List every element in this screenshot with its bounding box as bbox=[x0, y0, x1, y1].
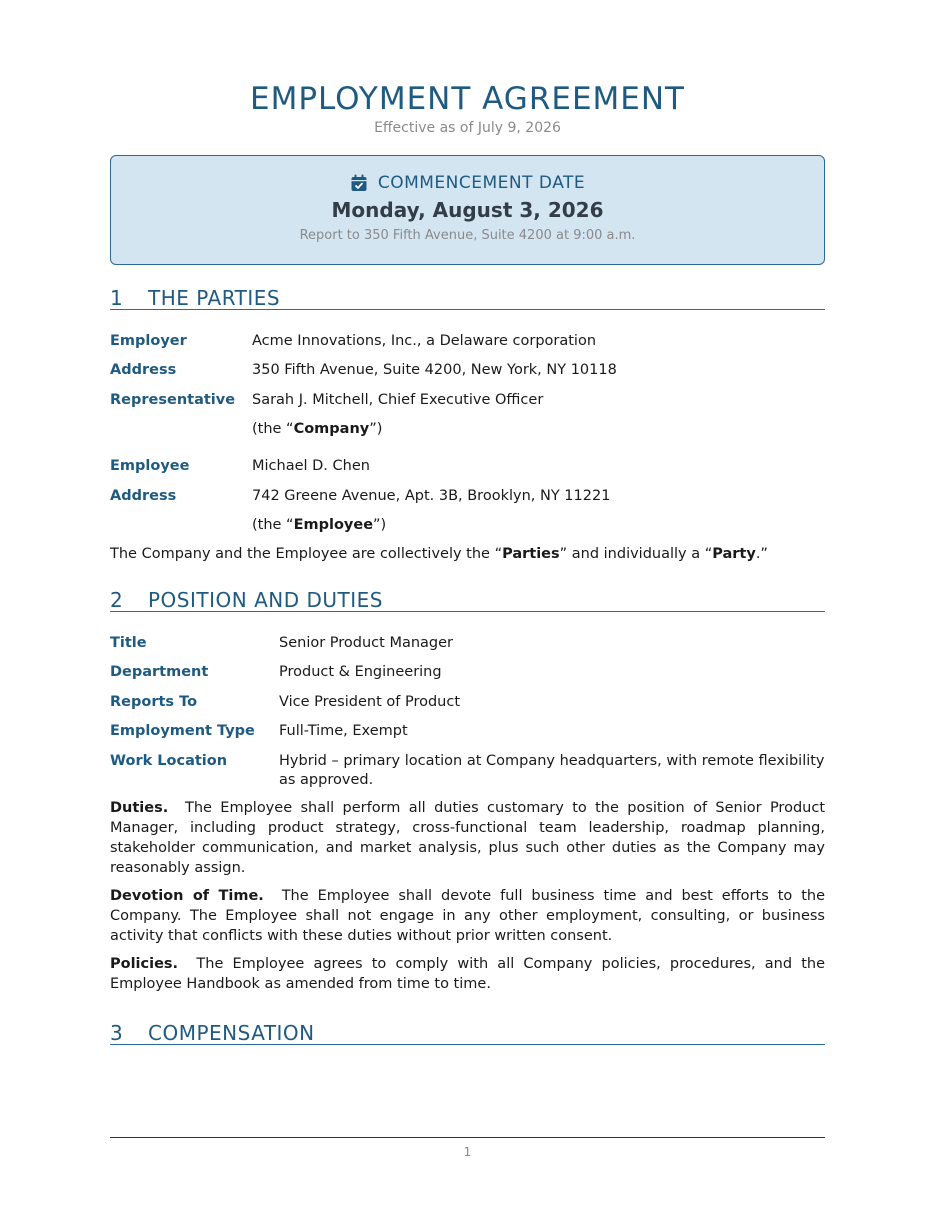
field-label: Work Location bbox=[110, 753, 228, 769]
field-value: Sarah J. Mitchell, Chief Executive Officer bbox=[252, 392, 544, 408]
paragraph-heading: Duties. bbox=[110, 800, 169, 816]
field-row bbox=[110, 361, 825, 380]
position-block bbox=[110, 634, 825, 790]
field-label: Address bbox=[110, 362, 177, 378]
policies-paragraph: Policies. The Employee agrees to comply with all Company policies, procedures, and the Employee Handbook as amended from time to time. bbox=[110, 956, 826, 992]
field-row bbox=[110, 722, 825, 741]
definition-text: ”) bbox=[373, 517, 387, 533]
defined-term: Employee bbox=[293, 517, 374, 533]
parties-block bbox=[110, 332, 825, 535]
section-number: 3 bbox=[110, 1021, 124, 1045]
field-value: Acme Innovations, Inc., a Delaware corporation bbox=[252, 333, 597, 349]
section-title: POSITION AND DUTIES bbox=[148, 588, 383, 612]
field-value: Product & Engineering bbox=[279, 664, 442, 680]
commencement-note: Report to 350 Fifth Avenue, Suite 4200 at 9:00 a.m. bbox=[299, 228, 636, 243]
field-row bbox=[110, 332, 825, 351]
footer-rule bbox=[110, 1137, 825, 1138]
field-row bbox=[110, 391, 825, 410]
section-heading-position bbox=[110, 589, 825, 612]
definition-text: ”) bbox=[369, 421, 383, 437]
devotion-paragraph: Devotion of Time. The Employee shall devote full business time and best efforts to the Company. The Employee shall not engage in any other employment, consulting, or business activity that conflicts with these duties without prior written consent. bbox=[110, 888, 825, 944]
field-label: Employer bbox=[110, 333, 187, 349]
commencement-date: Monday, August 3, 2026 bbox=[331, 198, 604, 222]
field-label: Address bbox=[110, 488, 177, 504]
field-value: Hybrid – primary location at Company headquarters, with remote flexibility as approved. bbox=[279, 753, 825, 788]
field-label: Title bbox=[110, 635, 147, 651]
field-label: Employee bbox=[110, 458, 190, 474]
section-heading-compensation bbox=[110, 1022, 825, 1045]
field-value: 350 Fifth Avenue, Suite 4200, New York, NY 10118 bbox=[252, 362, 617, 378]
parties-collective-paragraph: The Company and the Employee are collectively the “Parties” and individually a “Party.” bbox=[110, 546, 768, 562]
field-row bbox=[110, 752, 825, 790]
field-value: 742 Greene Avenue, Apt. 3B, Brooklyn, NY 11221 bbox=[252, 488, 611, 504]
field-label: Department bbox=[110, 664, 209, 680]
employee-definition bbox=[110, 516, 825, 535]
company-definition bbox=[110, 420, 825, 439]
section-heading-parties bbox=[110, 287, 825, 310]
page-number: 1 bbox=[463, 1145, 472, 1159]
section-number: 2 bbox=[110, 588, 124, 612]
section-title: COMPENSATION bbox=[148, 1021, 315, 1045]
commencement-callout bbox=[110, 155, 825, 265]
defined-term: Party bbox=[712, 546, 756, 562]
field-label: Reports To bbox=[110, 694, 198, 710]
field-label: Representative bbox=[110, 392, 236, 408]
defined-term: Parties bbox=[502, 546, 560, 562]
field-row bbox=[110, 634, 825, 653]
field-value: Vice President of Product bbox=[279, 694, 461, 710]
calendar-check-icon bbox=[350, 174, 368, 192]
paragraph-heading: Policies. bbox=[110, 956, 179, 972]
section-title: THE PARTIES bbox=[148, 286, 281, 310]
document-page bbox=[110, 0, 825, 1045]
field-row bbox=[110, 457, 825, 476]
paragraph-heading: Devotion of Time. bbox=[110, 888, 264, 904]
section-number: 1 bbox=[110, 286, 124, 310]
commencement-heading: COMMENCEMENT DATE bbox=[377, 173, 586, 193]
field-value: Michael D. Chen bbox=[252, 458, 370, 474]
field-value: Full-Time, Exempt bbox=[279, 723, 408, 739]
defined-term: Company bbox=[293, 421, 370, 437]
field-row bbox=[110, 693, 825, 712]
field-row bbox=[110, 487, 825, 506]
field-value: Senior Product Manager bbox=[279, 635, 454, 651]
field-row bbox=[110, 663, 825, 682]
document-title: EMPLOYMENT AGREEMENT bbox=[249, 81, 685, 117]
definition-text: (the “ bbox=[252, 517, 294, 533]
field-label: Employment Type bbox=[110, 723, 255, 739]
definition-text: (the “ bbox=[252, 421, 294, 437]
duties-paragraph: Duties. The Employee shall perform all duties customary to the position of Senior Product Manager, including product strategy, cross-functional team leadership, roadmap planning, stakeholder communication, and market analysis, plus such other duties as the Company may reasonably assign. bbox=[110, 800, 825, 876]
effective-date: Effective as of July 9, 2026 bbox=[374, 120, 561, 136]
